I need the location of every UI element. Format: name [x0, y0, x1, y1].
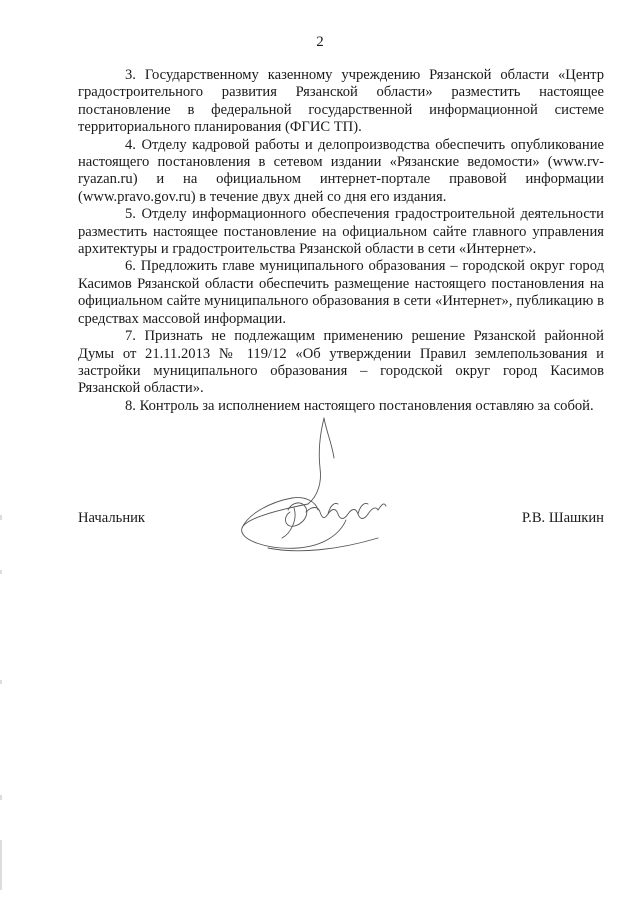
paragraph-item-3: 3. Государственному казенному учреждению Рязанской области «Центр градостроительного развития Рязанской области» разместить настоящее постановление в федеральной государственной информационной системе территориального планирования (ФГИС ТП). [78, 67, 604, 136]
scan-edge-marks [0, 0, 4, 905]
page-number: 2 [316, 34, 324, 50]
paragraph-item-8: 8. Контроль за исполнением настоящего постановления оставляю за собой. [125, 397, 594, 414]
signature-block [78, 492, 604, 552]
document-body [78, 67, 604, 415]
paragraph-item-4: 4. Отделу кадровой работы и делопроизводства обеспечить опубликование настоящего постановления в сетевом издании «Рязанские ведомости» (www.rv-ryazan.ru) и на официальном интернет-портале правовой информации (www.pravo.gov.ru) в течение двух дней со дня его издания. [78, 136, 604, 205]
paragraph-item-6: 6. Предложить главе муниципального образования – городской округ город Касимов Рязанской области обеспечить размещение настоящего постановления на официальном сайте муниципального образования в сети «Интернет», публикацию в средствах массовой информации. [78, 258, 604, 327]
paragraph-item-5: 5. Отделу информационного обеспечения градостроительной деятельности разместить настоящее постановление на официальном сайте главного управления архитектуры и градостроительства Рязанской области в сети «Интернет». [78, 206, 604, 258]
signer-name: Р.В. Шашкин [521, 510, 604, 526]
signer-position: Начальник [78, 510, 146, 526]
paragraph-item-7: 7. Признать не подлежащим применению решение Рязанской районной Думы от 21.11.2013 № 119/12 «Об утверждении Правил землепользования и застройки муниципального образования – городской округ город Касимов Рязанской области». [78, 328, 604, 397]
